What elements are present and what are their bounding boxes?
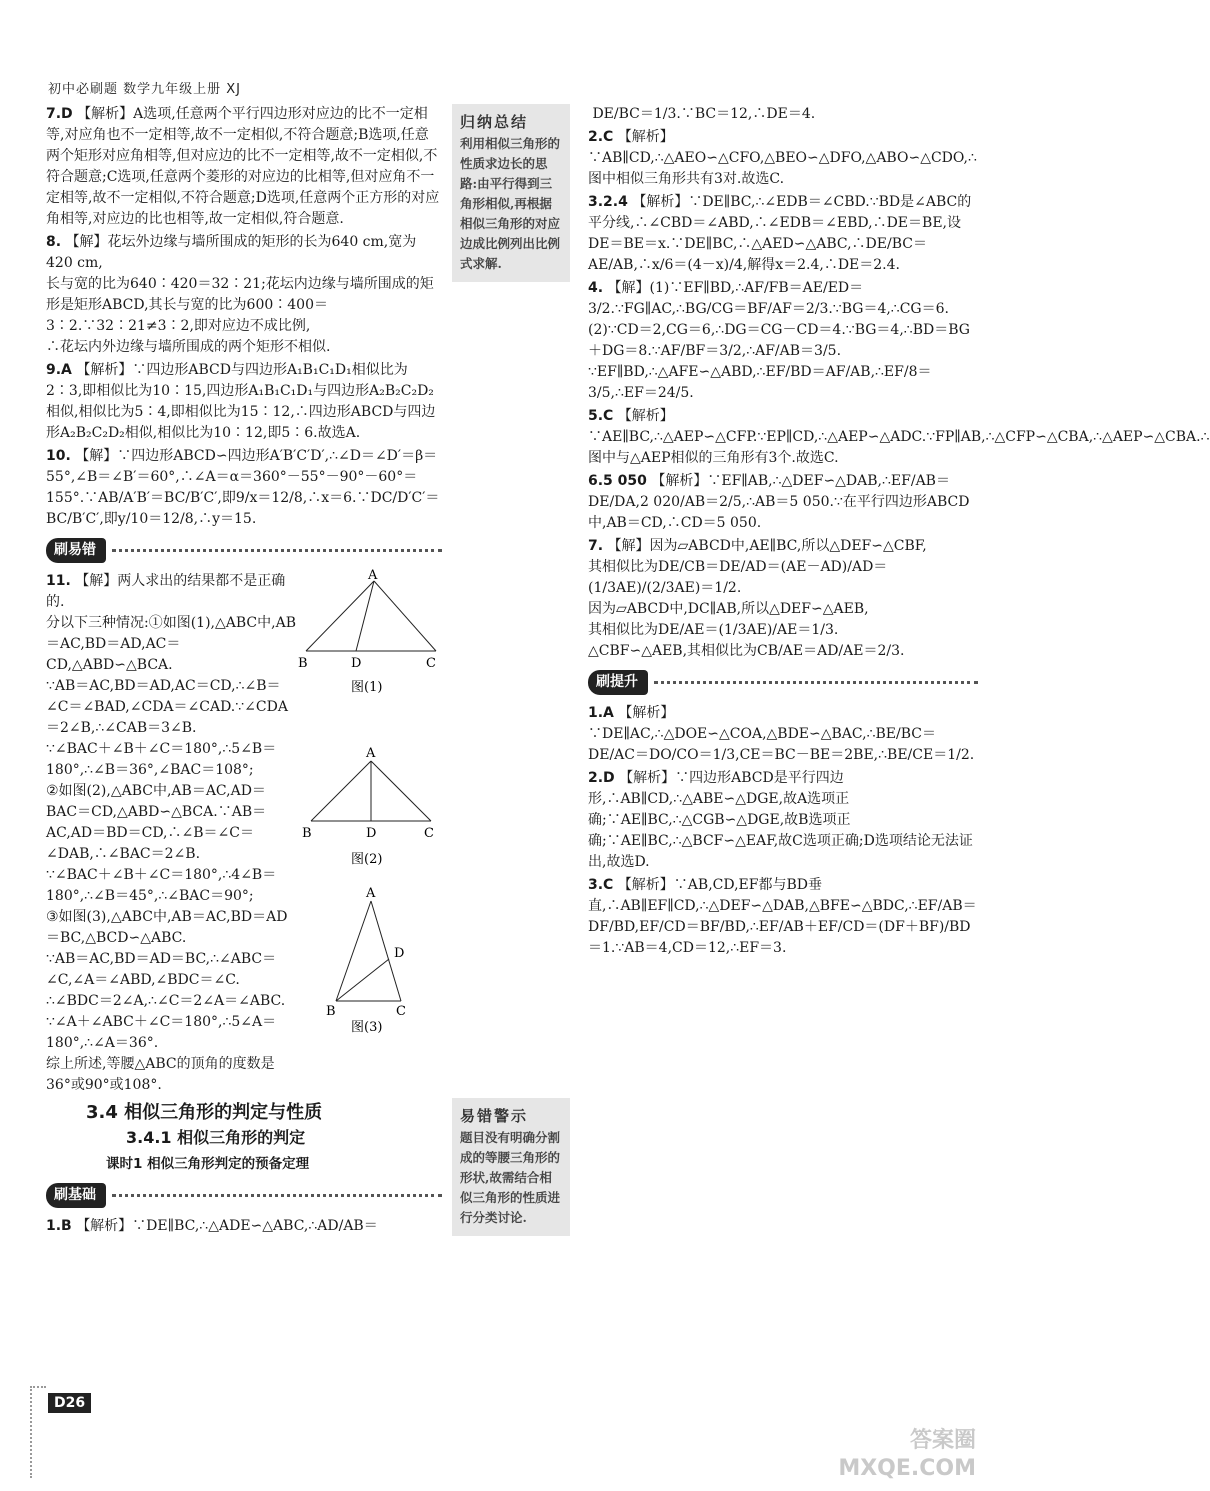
answer-item [588,536,978,662]
answer-item [588,104,978,125]
section-title: 3.4 相似三角形的判定与性质 [86,1102,323,1123]
answer-number: 10. [46,448,71,464]
answer-number: 2.D [588,770,615,786]
answer-number: 9.A [46,362,72,378]
answer-text: 【解】∵四边形ABCD∽四边形A′B′C′D′,∴∠D＝∠D′＝β＝55°,∠B＝∠B′＝60°,∴∠A＝α＝360°－55°－90°－60°＝155°.∵AB/A′B′＝BC/B′C′,即9/x＝12/8,∴x＝6.∵DC/D′C′＝BC/B′C′,即y/10＝12/8,∴y＝15. [46,448,440,527]
badge-label: 刷提升 [588,670,648,695]
answer-item [46,232,442,358]
answer-text: 【解】花坛外边缘与墙所围成的矩形的长为640 cm,宽为420 cm, 长与宽的比为640∶420＝32∶21;花坛内边缘与墙所围成的矩形是矩形ABCD,其长与宽的比为600∶400＝3∶2.∵32∶21≠3∶2,即对应边不成比例, ∴花坛内外边缘与墙所围成的两个矩形不相似. [46,234,434,355]
answer-number: 7.D [46,106,73,122]
answer-number: 1.A [588,705,614,721]
answer-text: 【解析】∵DE∥BC,∴△ADE∽△ABC,∴AD/AB＝ [76,1218,378,1234]
right-column [588,104,1210,961]
page-header: 初中必刷题 数学九年级上册 XJ [48,82,242,97]
figure-1 [298,568,436,695]
answer-item [588,127,978,190]
answer-number: 8. [46,234,62,250]
svg-text:B: B [302,826,312,841]
note-warning [452,1098,570,1236]
lesson-title: 课时1 相似三角形判定的预备定理 [106,1156,310,1172]
svg-text:D: D [366,826,377,841]
answer-text: 【解析】∵四边形ABCD是平行四边形,∴AB∥CD,∴△ABE∽△DGE,故A选项正确;∵AE∥BC,∴△CGB∽△DGE,故B选项正确;∵AE∥BC,∴△BCF∽△EAF,故C选项正确;D选项结论无法证出,故选D. [588,770,973,870]
note-title: 易错警示 [460,1107,529,1125]
figure-3-caption: 图(3) [351,1020,383,1035]
answer-number: 4. [588,280,604,296]
answer-item [588,875,978,959]
answer-item [588,703,978,766]
svg-text:D: D [394,946,405,961]
svg-text:C: C [424,826,434,841]
answer-text: 【解析】∵AB,CD,EF都与BD垂直,∴AB∥EF∥CD,∴△DEF∽△DAB,△BFE∽△BDC,∴EF/AB＝DF/BD,EF/CD＝BF/BD,∴EF/AB＋EF/CD＝(DF＋BF)/BD＝1.∵AB＝4,CD＝12,∴EF＝3. [588,877,977,956]
triangle-figures [296,568,436,1035]
figure-2 [302,746,434,867]
answer-text: 【解析】A选项,任意两个平行四边形对应边的比不一定相等,对应角也不一定相等,故不一定相似,不符合题意;B选项,任意两个矩形对应角相等,但对应边的比不一定相等,故不一定相似,不符合题意;C选项,任意两个菱形的对应边的比相等,但对应角不一定相等,故不一定相似,不符合题意;D选项,任意两个正方形的对应角相等,对应边的比也相等,故一定相似,符合题意. [46,106,440,227]
answer-item [588,471,978,534]
figure-3 [326,886,406,1035]
answer-item [46,1216,442,1237]
svg-text:C: C [396,1004,406,1019]
svg-text:C: C [426,656,436,671]
corner-decoration [30,1386,46,1478]
note-title: 归纳总结 [460,113,529,131]
answer-number: 3.C [588,877,614,893]
svg-text:A: A [366,746,376,761]
answer-text: 【解】因为▱ABCD中,AE∥BC,所以△DEF∽△CBF, 其相似比为DE/CB＝DE/AD＝(AE－AD)/AD＝(1/3AE)/(2/3AE)＝1/2. 因为▱ABCD中,DC∥AB,所以△DEF∽△AEB, 其相似比为DE/AE＝(1/3AE)/AE＝1/3. △CBF∽△AEB,其相似比为CB/AE＝AD/AE＝2/3. [588,538,927,659]
answer-number: 2.C [588,129,614,145]
answer-text: 【解析】∵DE∥AC,∴△DOE∽△COA,△BDE∽△BAC,∴BE/BC＝DE/AC＝DO/CO＝1/3,CE＝BC－BE＝2BE,∴BE/CE＝1/2. [588,705,975,763]
answer-item [46,446,442,530]
dotted-rule [112,1194,442,1197]
answer-item [46,360,442,444]
answer-text: 【解】两人求出的结果都不是正确的. 分以下三种情况:①如图(1),△ABC中,AB＝AC,BD＝AD,AC＝CD,△ABD∽△BCA. ∵AB＝AC,BD＝AD,AC＝CD,∴∠B＝∠C＝∠BAD,∠CDA＝∠CAD.∵∠CDA＝2∠B,∴∠CAB＝3∠B. ∵∠BAC＋∠B＋∠C＝180°,∴5∠B＝180°,∴∠B＝36°,∠BAC＝108°; ②如图(2),△ABC中,AB＝AC,AD＝BAC＝CD,△ABD∽△BCA.∵AB＝AC,AD＝BD＝CD,∴∠B＝∠C＝∠DAB,∴∠BAC＝2∠B. ∵∠BAC＋∠B＋∠C＝180°,∴4∠B＝180°,∴∠B＝45°,∴∠BAC＝90°; ③如图(3),△ABC中,AB＝AC,BD＝AD＝BC,△BCD∽△ABC. ∵AB＝AC,BD＝AD＝BC,∴∠ABC＝∠C,∠A＝∠ABD,∠BDC＝∠C. ∴∠BDC＝2∠A,∴∠C＝2∠A＝∠ABC. ∵∠A＋∠ABC＋∠C＝180°,∴5∠A＝180°,∴∠A＝36°. 综上所述,等腰△ABC的顶角的度数是36°或90°或108°. [46,573,296,1093]
section-subtitle: 3.4.1 相似三角形的判定 [126,1128,306,1147]
answer-text: 【解】(1)∵EF∥BD,∴AF/FB＝AE/ED＝3/2.∵FG∥AC,∴BG/CG＝BF/AF＝2/3.∵BG＝4,∴CG＝6. (2)∵CD＝2,CG＝6,∴DG＝CG－CD＝4.∵BG＝4,∴BD＝BG＋DG＝8.∵AF/BF＝3/2,∴AF/AB＝3/5. ∵EF∥BD,∴△AFE∽△ABD,∴EF/BD＝AF/AB,∴EF/8＝3/5,∴EF＝24/5. [588,280,970,401]
side-notes [452,104,570,1242]
figure-1-caption: 图(1) [351,680,383,695]
figure-2-caption: 图(2) [351,852,383,867]
answer-item [46,104,442,230]
badge-label: 刷易错 [46,538,106,563]
answer-item [46,571,296,1096]
answer-number: 1.B [46,1218,72,1234]
note-text: 题目没有明确分割成的等腰三角形的形状,故需结合相似三角形的性质进行分类讨论. [460,1130,561,1225]
svg-text:A: A [366,886,376,901]
note-summary [452,104,570,282]
dotted-rule [112,549,442,552]
svg-text:A: A [368,568,378,583]
dotted-rule [654,681,978,684]
answer-text: 【解析】∵DE∥BC,∴∠EDB＝∠CBD.∵BD是∠ABC的平分线,∴∠CBD＝∠ABD,∴∠EDB＝∠EBD,∴DE＝BE,设DE＝BE＝x.∵DE∥BC,∴△AED∽△ABC,∴DE/BC＝AE/AB,∴x/6＝(4－x)/4,解得x＝2.4,∴DE＝2.4. [588,194,972,273]
answer-item [588,192,978,276]
problem-11-block [46,568,442,1098]
answer-item [588,768,978,873]
answer-number: 3.2.4 [588,194,628,210]
answer-number: 11. [46,573,71,589]
badge-advance [588,670,978,695]
answer-text: DE/BC＝1/3.∵BC＝12,∴DE＝4. [592,106,816,122]
answer-text: 【解析】∵AB∥CD,∴△AEO∽△CFO,△BEO∽△DFO,△ABO∽△CDO,∴图中相似三角形共有3对.故选C. [588,129,977,187]
svg-text:B: B [326,1004,336,1019]
svg-text:D: D [351,656,362,671]
page-number: D26 [48,1393,91,1413]
figures [296,568,436,1098]
badge-label: 刷基础 [46,1183,106,1208]
left-column [46,104,442,1239]
site-watermark: 答案圈 MXQE.COM [838,1428,976,1481]
answer-item [588,406,1210,469]
answer-text: 【解析】∵AE∥BC,∴△AEP∽△CFP.∵EP∥CD,∴△AEP∽△ADC.∵FP∥AB,∴△CFP∽△CBA,∴△AEP∽△CBA.∴图中与△AEP相似的三角形有3个.故选C. [588,408,1210,466]
answer-text: 【解析】∵四边形ABCD与四边形A₁B₁C₁D₁相似比为2∶3,即相似比为10∶15,四边形A₁B₁C₁D₁与四边形A₂B₂C₂D₂相似,相似比为5∶4,即相似比为15∶12,∴四边形ABCD与四边形A₂B₂C₂D₂相似,相似比为10∶12,即5∶6.故选A. [46,362,436,441]
badge-basic [46,1183,442,1208]
badge-easy-error [46,538,442,563]
svg-text:B: B [298,656,308,671]
note-text: 利用相似三角形的性质求边长的思路:由平行得到三角形相似,再根据相似三角形的对应边成比例列出比例式求解. [460,136,561,271]
answer-number: 7. [588,538,604,554]
answer-item [588,278,978,404]
answer-number: 5.C [588,408,614,424]
answer-text: 【解析】∵EF∥AB,∴△DEF∽△DAB,∴EF/AB＝DE/DA,2 020/AB＝2/5,∴AB＝5 050.∵在平行四边形ABCD中,AB＝CD,∴CD＝5 050. [588,473,970,531]
answer-number: 6.5 050 [588,473,647,489]
